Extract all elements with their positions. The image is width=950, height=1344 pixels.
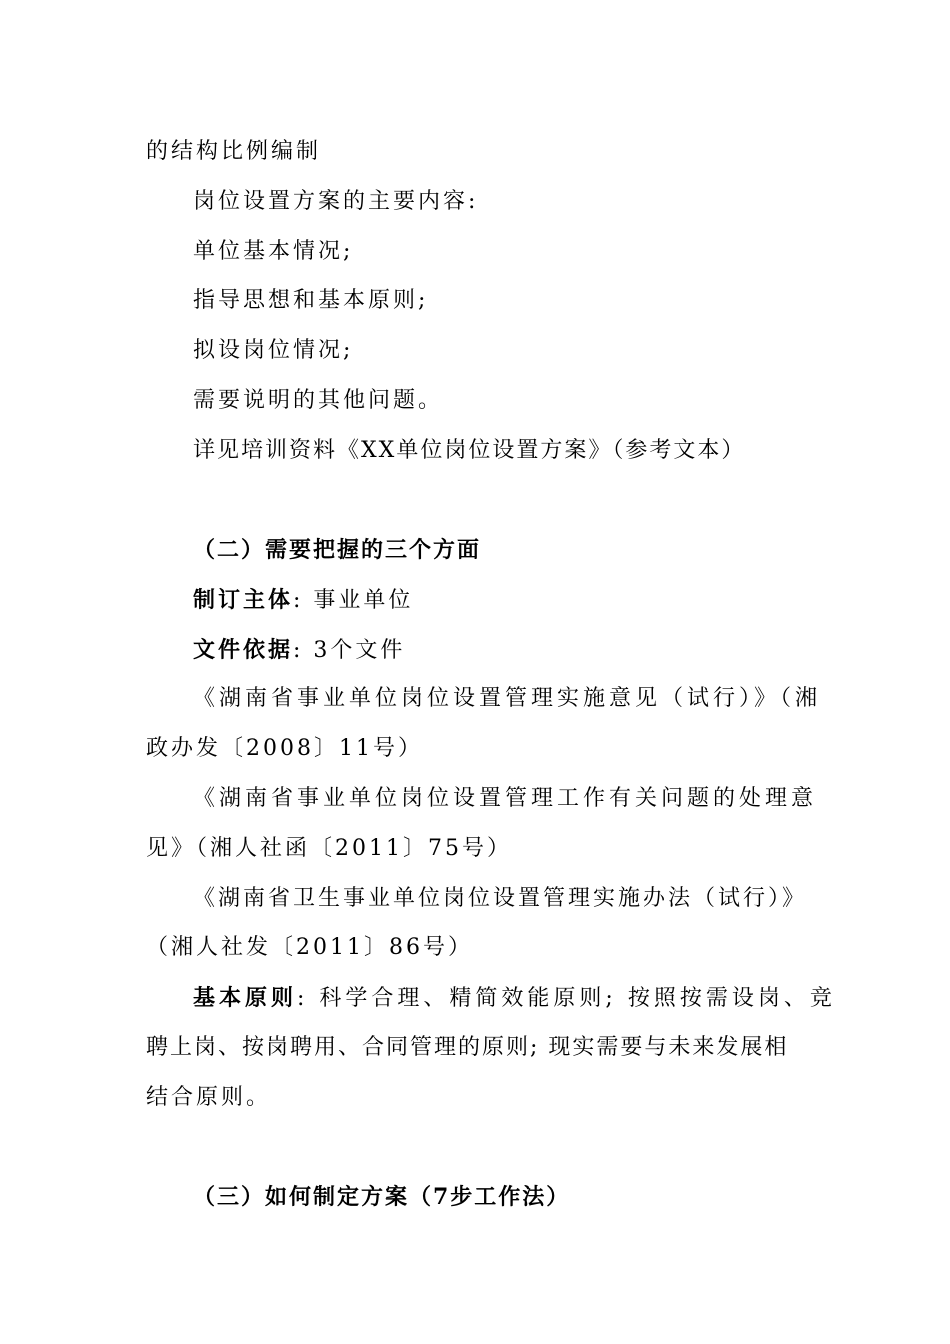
list-item: 拟设岗位情况;: [193, 338, 354, 363]
section-heading: （三）如何制定方案（7步工作法）: [193, 1184, 571, 1210]
principle-line: [193, 983, 836, 1014]
principle-line: 结合原则。: [146, 1085, 272, 1110]
document-number: 见》（湘人社函〔2011〕75号）: [146, 836, 512, 861]
document-number: （湘人社发〔2011〕86号）: [146, 935, 473, 960]
principle-text: : 科学合理、精简效能原则; 按照按需设岗、竞: [297, 986, 836, 1011]
document-title: 《湖南省事业单位岗位设置管理工作有关问题的处理意: [193, 786, 818, 811]
list-item: 指导思想和基本原则;: [193, 288, 429, 313]
document-number: 政办发〔2008〕11号）: [146, 736, 423, 761]
list-item: 需要说明的其他问题。: [193, 388, 444, 413]
section-heading: （二）需要把握的三个方面: [193, 537, 482, 563]
principle-label: 基本原则: [193, 985, 298, 1011]
list-item: 单位基本情况;: [193, 239, 354, 264]
basis-line: [193, 635, 405, 666]
paragraph-line: 岗位设置方案的主要内容:: [193, 189, 479, 214]
principle-line: 聘上岗、按岗聘用、合同管理的原则; 现实需要与未来发展相: [146, 1035, 789, 1060]
document-title: 《湖南省事业单位岗位设置管理实施意见（试行）》（湘: [193, 686, 822, 711]
subject-line: [193, 585, 413, 616]
reference-line: 详见培训资料《XX单位岗位设置方案》（参考文本）: [193, 438, 746, 463]
basis-value: : 3个文件: [293, 638, 406, 663]
paragraph-line: 的结构比例编制: [146, 139, 322, 164]
basis-label: 文件依据: [193, 637, 294, 663]
subject-label: 制订主体: [193, 587, 294, 613]
subject-value: : 事业单位: [293, 588, 414, 613]
document-title: 《湖南省卫生事业单位岗位设置管理实施办法（试行）》: [193, 886, 808, 911]
